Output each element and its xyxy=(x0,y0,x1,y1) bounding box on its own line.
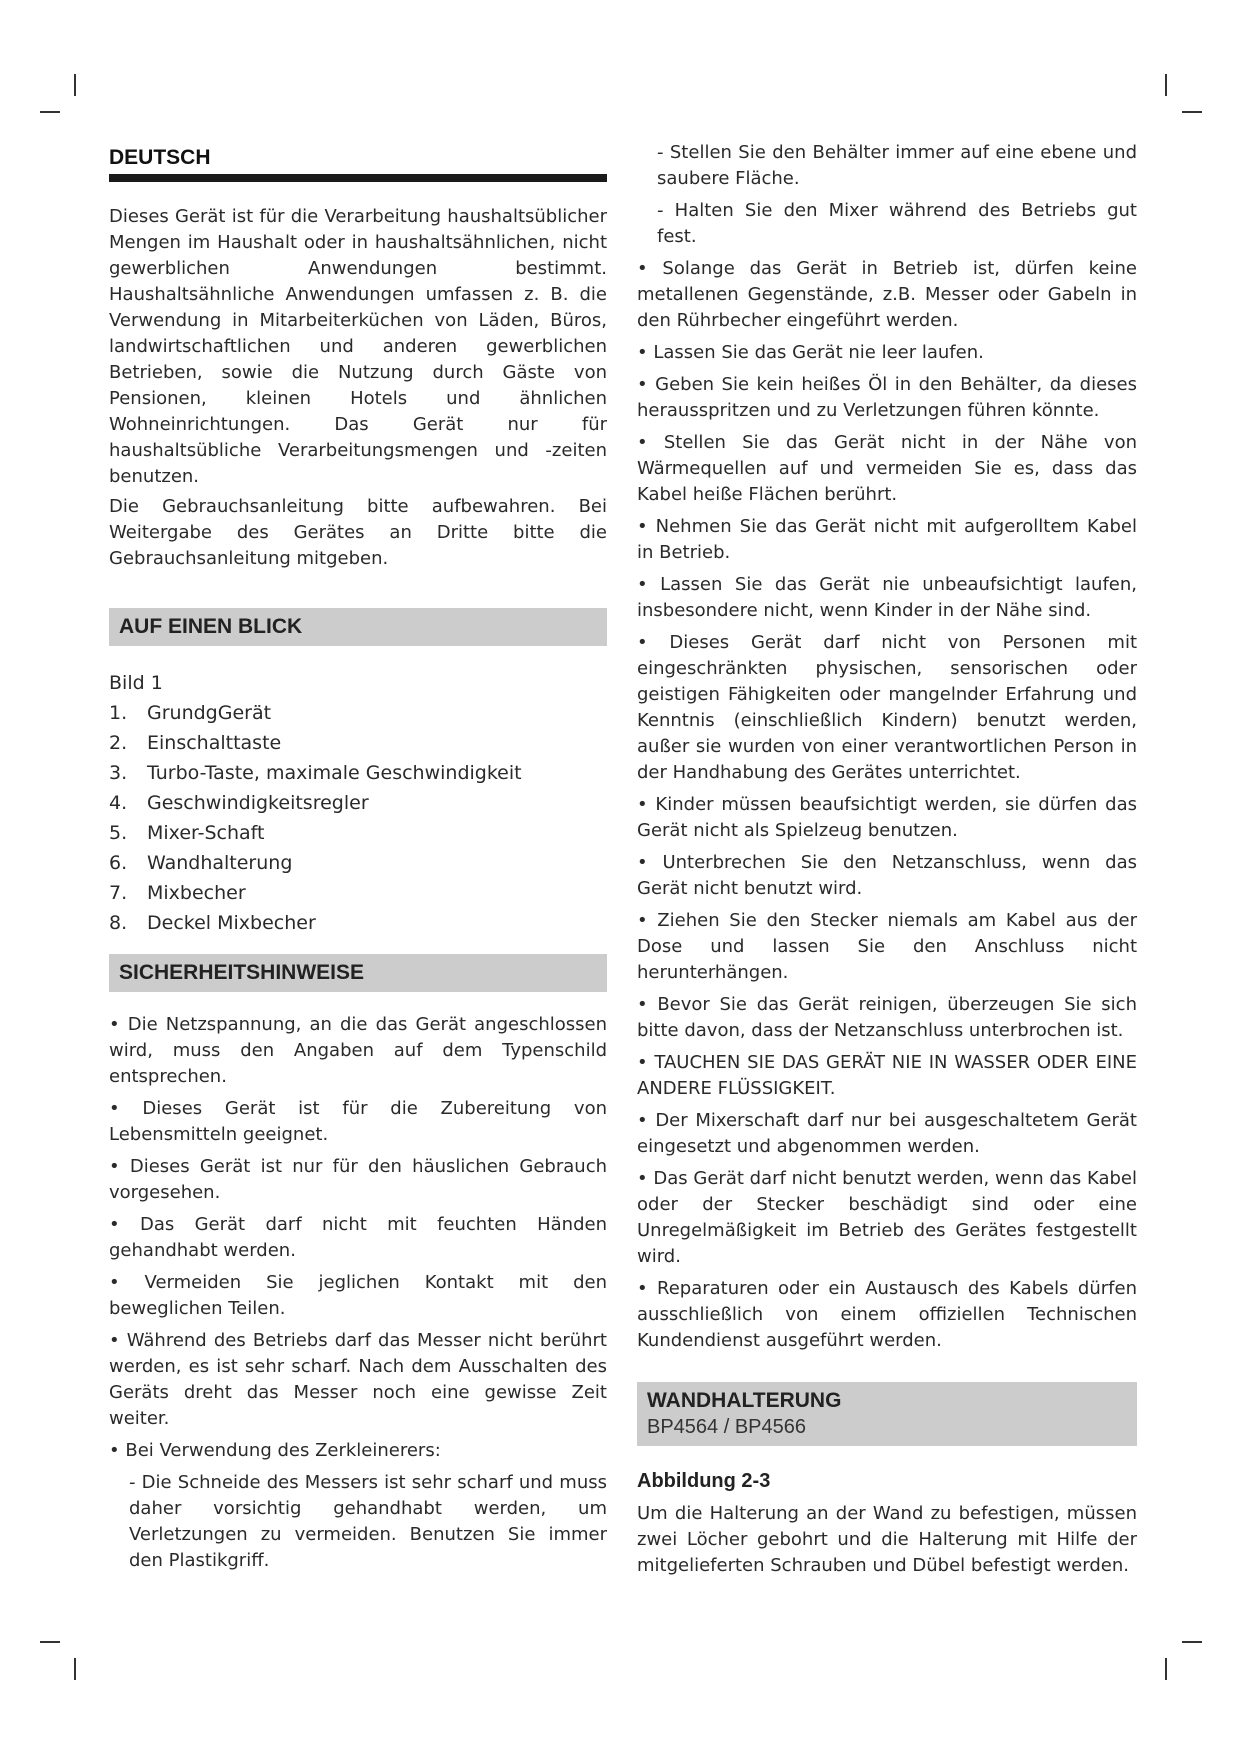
safety-item: • Unterbrechen Sie den Netzanschluss, wenn das Gerät nicht benutzt wird. xyxy=(637,852,1137,899)
list-item: 2. Einschalttaste xyxy=(109,732,282,754)
list-item: 6. Wandhalterung xyxy=(109,852,293,874)
left-column xyxy=(109,140,607,1580)
safety-item: • TAUCHEN SIE DAS GERÄT NIE IN WASSER ODER EINE ANDERE FLÜSSIGKEIT. xyxy=(637,1052,1137,1099)
list-item: 4. Geschwindigkeitsregler xyxy=(109,792,369,814)
parts-list xyxy=(109,698,607,938)
figure-label: Abbildung 2-3 xyxy=(637,1470,771,1492)
safety-item: • Während des Betriebs darf das Messer nicht berührt werden, es ist sehr scharf. Nach dem Ausschalten des Geräts dreht das Messer noch eine gewisse Zeit weiter. xyxy=(109,1330,607,1429)
list-item: 5. Mixer-Schaft xyxy=(109,822,265,844)
crop-mark xyxy=(1165,1658,1167,1680)
crop-mark xyxy=(1182,1641,1202,1643)
safety-sub-item: - Halten Sie den Mixer während des Betriebs gut fest. xyxy=(657,200,1137,247)
safety-item: • Reparaturen oder ein Austausch des Kabels dürfen ausschließlich von einem offiziellen Technischen Kundendienst ausgeführt werden. xyxy=(637,1278,1137,1351)
safety-item: • Nehmen Sie das Gerät nicht mit aufgerolltem Kabel in Betrieb. xyxy=(637,516,1137,563)
crop-mark xyxy=(1165,74,1167,96)
safety-item: • Dieses Gerät darf nicht von Personen mit eingeschränkten physischen, sensorischen oder geistigen Fähigkeiten oder mangelnder Erfahrung und Kenntnis (einschließlich Kindern) benutzt werden, außer sie wurden von einer verantwortlichen Person in der Handhabung des Gerätes unterrichtet. xyxy=(637,632,1137,783)
crop-mark xyxy=(40,111,60,113)
safety-item: • Stellen Sie das Gerät nicht in der Nähe von Wärmequellen auf und vermeiden Sie es, dass das Kabel heiße Flächen berührt. xyxy=(637,432,1137,505)
list-item: 8. Deckel Mixbecher xyxy=(109,912,316,934)
wall-mount-text: Um die Halterung an der Wand zu befestigen, müssen zwei Löcher gebohrt und die Halterung mit Hilfe der mitgelieferten Schrauben und Dübel befestigt werden. xyxy=(637,1503,1137,1576)
safety-item: • Das Gerät darf nicht mit feuchten Händen gehandhabt werden. xyxy=(109,1214,607,1261)
safety-sub-item: - Die Schneide des Messers ist sehr scharf und muss daher vorsichtig gehandhabt werden, um Verletzungen zu vermeiden. Benutzen Sie immer den Plastikgriff. xyxy=(129,1472,607,1571)
crop-mark xyxy=(1182,111,1202,113)
language-title: DEUTSCH xyxy=(109,146,607,182)
crop-mark xyxy=(74,1658,76,1680)
safety-item: • Kinder müssen beaufsichtigt werden, sie dürfen das Gerät nicht als Spielzeug benutzen. xyxy=(637,794,1137,841)
section-heading-wall-mount xyxy=(637,1382,1137,1446)
section-heading-glance: AUF EINEN BLICK xyxy=(109,608,607,646)
safety-item: • Lassen Sie das Gerät nie unbeaufsichtigt laufen, insbesondere nicht, wenn Kinder in der Nähe sind. xyxy=(637,574,1137,621)
figure-label: Bild 1 xyxy=(109,672,163,694)
safety-item: • Bei Verwendung des Zerkleinerers: xyxy=(109,1440,441,1461)
safety-item: • Das Gerät darf nicht benutzt werden, wenn das Kabel oder der Stecker beschädigt sind oder eine Unregelmäßigkeit im Betrieb des Gerätes festgestellt wird. xyxy=(637,1168,1137,1267)
model-numbers: BP4564 / BP4566 xyxy=(647,1416,807,1438)
safety-item: • Geben Sie kein heißes Öl in den Behälter, da dieses herausspritzen und zu Verletzungen führen könnte. xyxy=(637,374,1137,421)
safety-item: • Der Mixerschaft darf nur bei ausgeschaltetem Gerät eingesetzt und abgenommen werden. xyxy=(637,1110,1137,1157)
intro-paragraph: Dieses Gerät ist für die Verarbeitung haushaltsüblicher Mengen im Haushalt oder in haushaltsähnlichen, nicht gewerblichen Anwendungen bestimmt. Haushaltsähnliche Anwendungen umfassen z. B. die Verwendung in Mitarbeiterküchen von Läden, Büros, landwirtschaftlichen und anderen gewerblichen Betrieben, sowie die Nutzung durch Gäste von Pensionen, kleinen Hotels und ähnlichen Wohneinrichtungen. Das Gerät nur für haushaltsübliche Verarbeitungsmengen und -zeiten benutzen. xyxy=(109,206,607,487)
right-column xyxy=(637,140,1137,1579)
safety-item: • Bevor Sie das Gerät reinigen, überzeugen Sie sich bitte davon, dass der Netzanschluss unterbrochen ist. xyxy=(637,994,1137,1041)
safety-item: • Lassen Sie das Gerät nie leer laufen. xyxy=(637,342,984,363)
crop-mark xyxy=(40,1641,60,1643)
safety-item: • Dieses Gerät ist nur für den häuslichen Gebrauch vorgesehen. xyxy=(109,1156,607,1203)
section-heading-safety: SICHERHEITSHINWEISE xyxy=(109,954,607,992)
list-item: 3. Turbo-Taste, maximale Geschwindigkeit xyxy=(109,762,522,784)
safety-item: • Dieses Gerät ist für die Zubereitung von Lebensmitteln geeignet. xyxy=(109,1098,607,1145)
safety-sub-item: - Stellen Sie den Behälter immer auf eine ebene und saubere Fläche. xyxy=(657,142,1137,189)
safety-item: • Die Netzspannung, an die das Gerät angeschlossen wird, muss den Angaben auf dem Typenschild entsprechen. xyxy=(109,1014,607,1087)
crop-mark xyxy=(74,74,76,96)
safety-item: • Vermeiden Sie jeglichen Kontakt mit den beweglichen Teilen. xyxy=(109,1272,607,1319)
wall-mount-heading: WANDHALTERUNG xyxy=(647,1389,842,1412)
list-item: 1. GrundgGerät xyxy=(109,702,272,724)
intro-paragraph: Die Gebrauchsanleitung bitte aufbewahren. Bei Weitergabe des Gerätes an Dritte bitte die Gebrauchsanleitung mitgeben. xyxy=(109,496,607,569)
safety-item: • Ziehen Sie den Stecker niemals am Kabel aus der Dose und lassen Sie den Anschluss nicht herunterhängen. xyxy=(637,910,1137,983)
safety-item: • Solange das Gerät in Betrieb ist, dürfen keine metallenen Gegenstände, z.B. Messer oder Gabeln in den Rührbecher eingeführt werden. xyxy=(637,258,1137,331)
list-item: 7. Mixbecher xyxy=(109,882,246,904)
